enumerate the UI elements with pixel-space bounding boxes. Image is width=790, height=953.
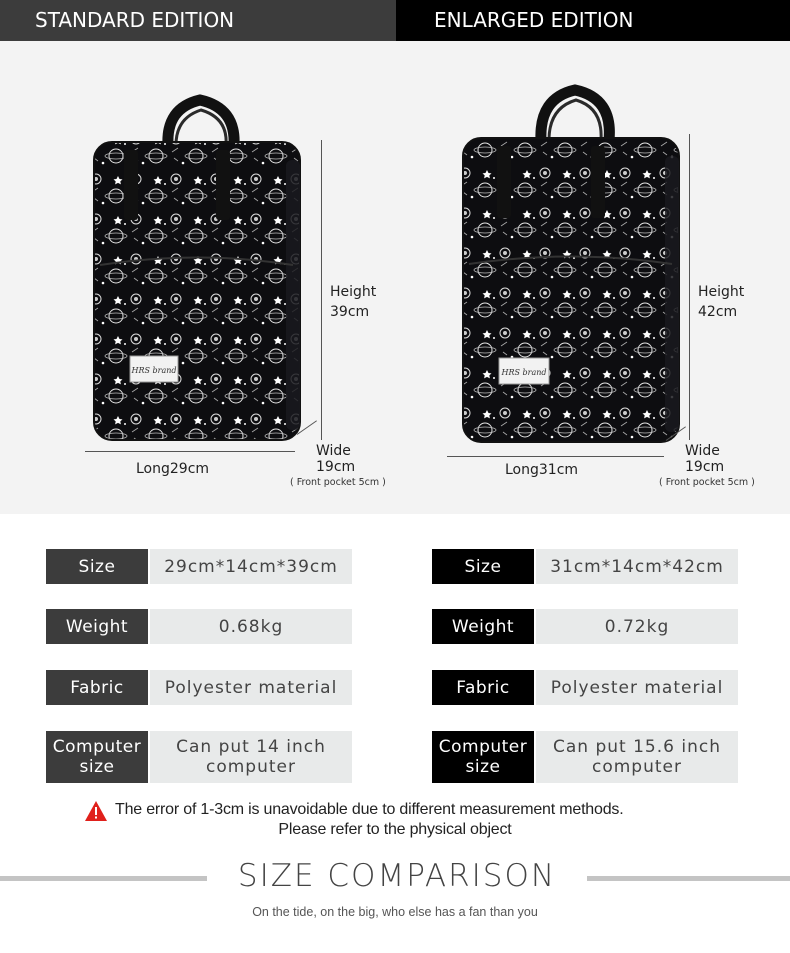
warning-triangle-icon [84,800,108,822]
standard-wide-label: Wide 19cm [316,443,356,475]
standard-height-line [321,140,322,440]
enlarged-size-value: 31cm*14cm*42cm [536,549,738,584]
standard-edition-header: STANDARD EDITION [0,0,396,41]
size-comparison-title: SIZE COMPARISON [237,858,557,894]
bag-patch-label: HRS brand [501,368,547,377]
standard-fabric-label: Fabric [46,670,148,705]
standard-height-label: Height 39cm [330,284,377,320]
standard-computer-value: Can put 14 inch computer [150,731,352,783]
enlarged-fabric-label: Fabric [432,670,534,705]
warning-text-line2: Please refer to the physical object [278,821,512,838]
enlarged-computer-value: Can put 15.6 inch computer [536,731,738,783]
enlarged-computer-label: Computer size [432,731,534,783]
enlarged-weight-value: 0.72kg [536,609,738,644]
enlarged-backpack-image [457,84,687,452]
bag-patch-label: HRS brand [131,366,177,375]
standard-weight-label: Weight [46,609,148,644]
standard-pocket-note: ( Front pocket 5cm ) [290,477,386,488]
enlarged-fabric-value: Polyester material [536,670,738,705]
standard-computer-label: Computer size [46,731,148,783]
enlarged-size-label: Size [432,549,534,584]
enlarged-long-label: Long31cm [505,462,579,478]
enlarged-height-label: Height 42cm [698,284,745,320]
standard-size-label: Size [46,549,148,584]
enlarged-edition-header: ENLARGED EDITION [396,0,790,41]
standard-long-label: Long29cm [136,461,210,477]
size-comparison-subtitle: On the tide, on the big, who else has a fan than you [252,905,538,919]
divider-bar-right [587,876,790,881]
warning-text-line1: The error of 1-3cm is unavoidable due to different measurement methods. [115,801,624,818]
standard-weight-value: 0.68kg [150,609,352,644]
enlarged-height-line [689,134,690,440]
enlarged-weight-label: Weight [432,609,534,644]
enlarged-pocket-note: ( Front pocket 5cm ) [659,477,755,488]
standard-size-value: 29cm*14cm*39cm [150,549,352,584]
enlarged-long-line [447,456,664,457]
standard-long-line [85,451,295,452]
enlarged-wide-label: Wide 19cm [685,443,725,475]
standard-backpack-image [88,90,308,450]
standard-fabric-value: Polyester material [150,670,352,705]
divider-bar-left [0,876,207,881]
